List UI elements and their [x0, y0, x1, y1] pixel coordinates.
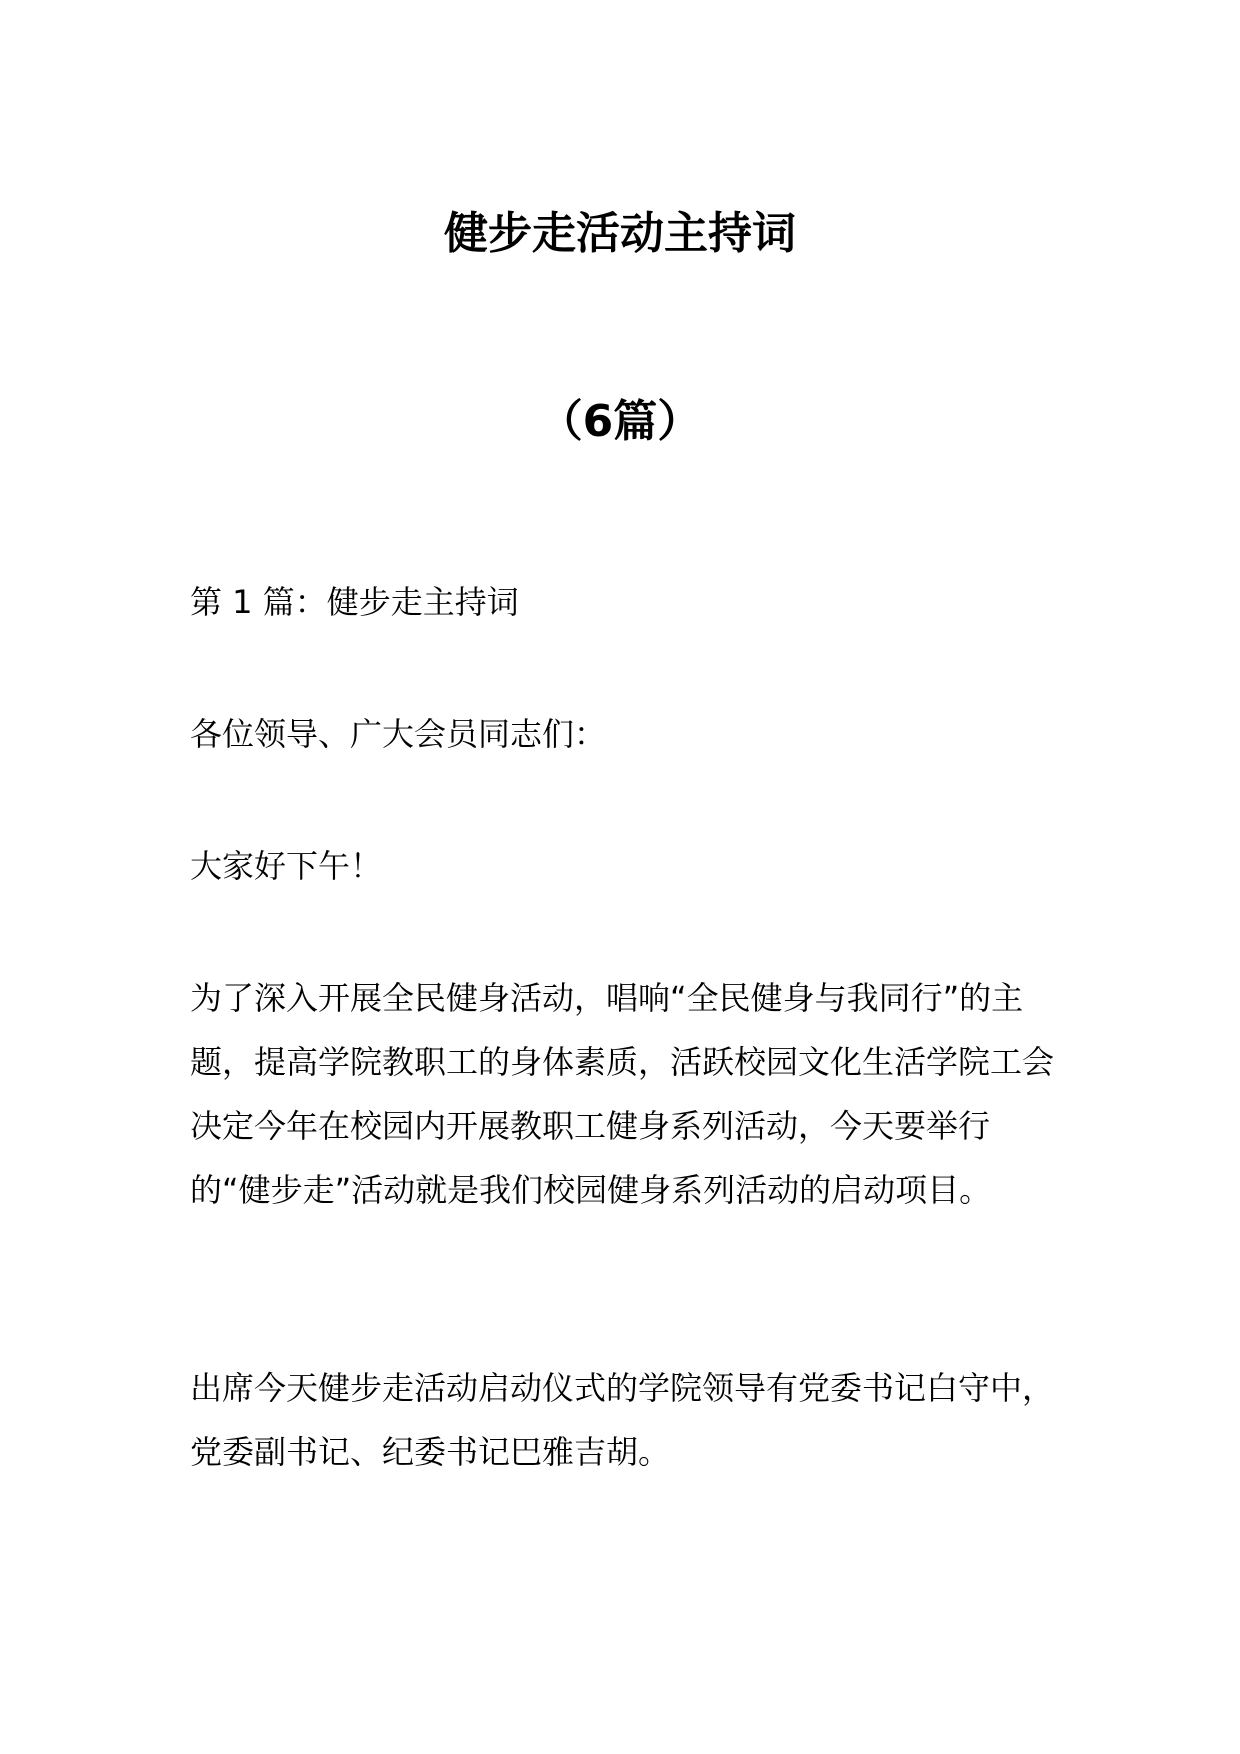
body-paragraph-intro: 为了深入开展全民健身活动，唱响“全民健身与我同行”的主题，提高学院教职工的身体素质，活跃校园文化生活学院工会决定今年在校园内开展教职工健身系列活动，今天要举行的“健步走”活动就是我们校园健身系列活动的启动项目。 [190, 979, 1055, 1209]
section-heading: 第 1 篇：健步走主持词 [190, 583, 519, 621]
salutation-paragraph: 各位领导、广大会员同志们： [190, 715, 607, 753]
greeting-paragraph: 大家好下午！ [190, 847, 383, 885]
document-subtitle: （6篇） [538, 396, 702, 447]
document-title: 健步走活动主持词 [444, 208, 796, 259]
body-paragraph-attendees: 出席今天健步走活动启动仪式的学院领导有党委书记白守中，党委副书记、纪委书记巴雅吉胡。 [190, 1369, 1055, 1471]
